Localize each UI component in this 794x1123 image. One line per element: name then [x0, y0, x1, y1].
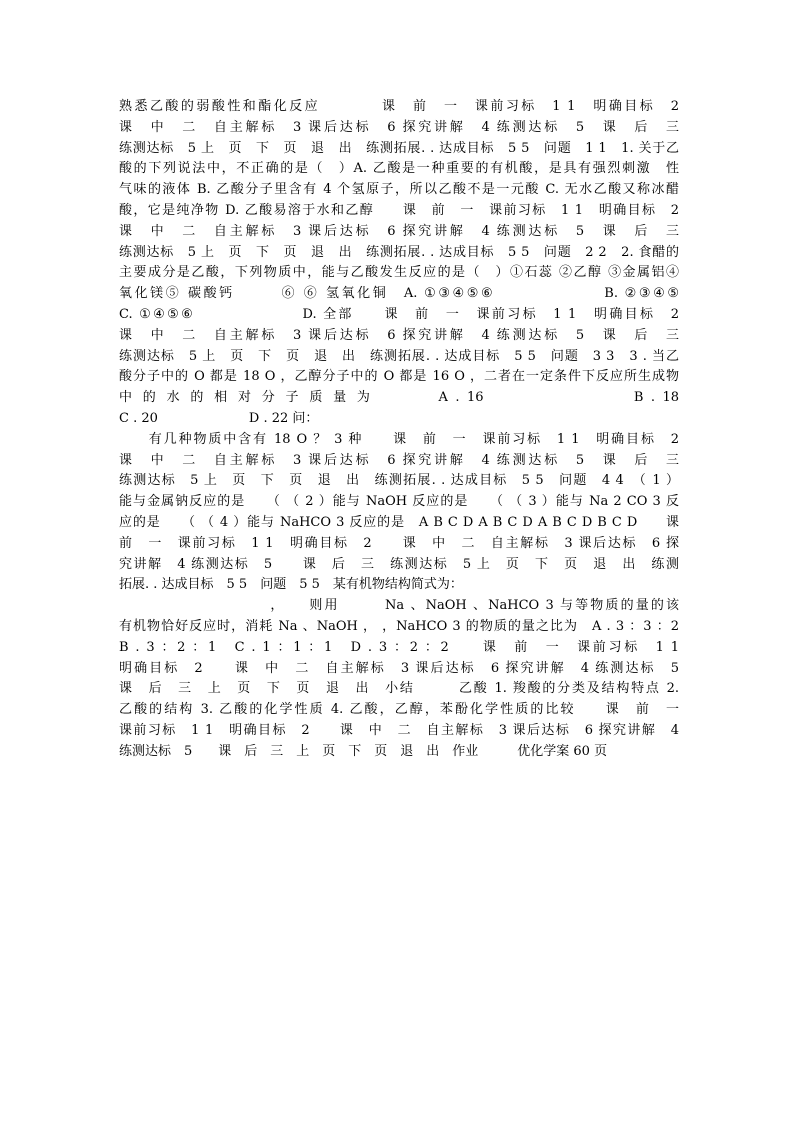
text-line: 究讲解 4 练测达标 5 课 后 三 练测达标 5 上 页 下 页 退 出 练测 [119, 556, 679, 572]
text-line: ， 则用 Na 、NaOH 、NaHCO 3 与等物质的量的该 [119, 598, 679, 614]
text-line: 拓展. . 达成目标 5 5 问题 5 5 某有机物结构简式为： [119, 577, 463, 593]
text-line: 主要成分是乙酸，下列物质中，能与乙酸发生反应的是（ ）①石蕊 ②乙醇 ③金属铝④ [119, 265, 679, 281]
text-line: 练测达标 5 上 页 下 页 退 出 练测拓展. . 达成目标 5 5 问题 4 4 （ 1 ） [119, 473, 679, 489]
text-line: 有几种物质中含有 18 O ？ 3 种 课 前 一 课前习标 1 1 明确目标 2 [119, 431, 679, 447]
text-line: 氧化镁⑤ 碳酸钙 ⑥ ⑥ 氢氧化铜 A. ①③④⑤⑥ B. ②③④⑤ [119, 286, 679, 302]
text-line: 练测达标 5 上 页 下 页 退 出 练测拓展. . 达成目标 5 5 问题 3 3 3 . 当乙 [119, 348, 679, 364]
text-line: 应的是 （ （ 4 ）能与 NaHCO 3 反应的是 A B C D A B C D A B C D B C D 课 [119, 514, 679, 530]
text-line: 前 一 课前习标 1 1 明确目标 2 课 中 二 自主解标 3 课后达标 6 探 [119, 535, 679, 551]
text-line: 练测达标 5 上 页 下 页 退 出 练测拓展. . 达成目标 5 5 问题 1 1 1. 关于乙 [119, 140, 679, 156]
text-line: B . 3 ：2 ：1 C . 1 ：1 ：1 D . 3 ：2 ：2 课 前 一 课前习标 1 1 [119, 639, 679, 655]
text-line: 课前习标 1 1 明确目标 2 课 中 二 自主解标 3 课后达标 6 探究讲解 4 [119, 722, 679, 738]
text-line: 熟悉乙酸的弱酸性和酯化反应 课 前 一 课前习标 1 1 明确目标 2 [119, 99, 679, 114]
text-line: 中 的 水 的 相 对 分 子 质 量 为 A . 16 B . 18 [119, 390, 679, 406]
text-line: 课 中 二 自主解标 3 课后达标 6 探究讲解 4 练测达标 5 课 后 三 [119, 327, 679, 343]
text-line: 课 后 三 上 页 下 页 退 出 小结 乙酸 1. 羧酸的分类及结构特点 2. [119, 681, 679, 697]
text-line: 课 中 二 自主解标 3 课后达标 6 探究讲解 4 练测达标 5 课 后 三 [119, 223, 679, 239]
text-line: C. ①④⑤⑥ D. 全部 课 前 一 课前习标 1 1 明确目标 2 [119, 306, 679, 322]
text-line: 练测达标 5 课 后 三 上 页 下 页 退 出 作业 优化学案 60 页 [119, 743, 608, 759]
text-line: 酸的下列说法中，不正确的是（ ）A. 乙酸是一种重要的有机酸，是具有强烈刺激 性 [119, 161, 679, 177]
text-line: 酸分子中的 O 都是 18 O ，乙醇分子中的 O 都是 16 O ，二者在一定条件下反应所生成物 [119, 369, 679, 385]
text-line: 明确目标 2 课 中 二 自主解标 3 课后达标 6 探究讲解 4 练测达标 5 [119, 660, 679, 676]
text-line: 课 中 二 自主解标 3 课后达标 6 探究讲解 4 练测达标 5 课 后 三 [119, 119, 679, 135]
text-line: 课 中 二 自主解标 3 课后达标 6 探究讲解 4 练测达标 5 课 后 三 [119, 452, 679, 468]
text-line: C . 20 D . 22 问： [119, 410, 319, 426]
document-body [119, 97, 679, 763]
text-line: 气味的液体 B. 乙酸分子里含有 4 个氢原子，所以乙酸不是一元酸 C. 无水乙酸又称冰醋 [119, 182, 679, 198]
text-line: 乙酸的结构 3. 乙酸的化学性质 4. 乙酸，乙醇，苯酚化学性质的比较 课 前 一 [119, 702, 679, 718]
text-line: 酸，它是纯净物 D. 乙酸易溶于水和乙醇 课 前 一 课前习标 1 1 明确目标 2 [119, 202, 679, 218]
text-line: 有机物恰好反应时，消耗 Na 、NaOH ， ，NaHCO 3 的物质的量之比为 A . 3 ：3 ：2 [119, 618, 679, 634]
text-line: 能与金属钠反应的是 （ （ 2 ）能与 NaOH 反应的是 （ （ 3 ）能与 Na 2 CO 3 反 [119, 494, 679, 510]
text-line: 练测达标 5 上 页 下 页 退 出 练测拓展. . 达成目标 5 5 问题 2 2 2. 食醋的 [119, 244, 679, 260]
